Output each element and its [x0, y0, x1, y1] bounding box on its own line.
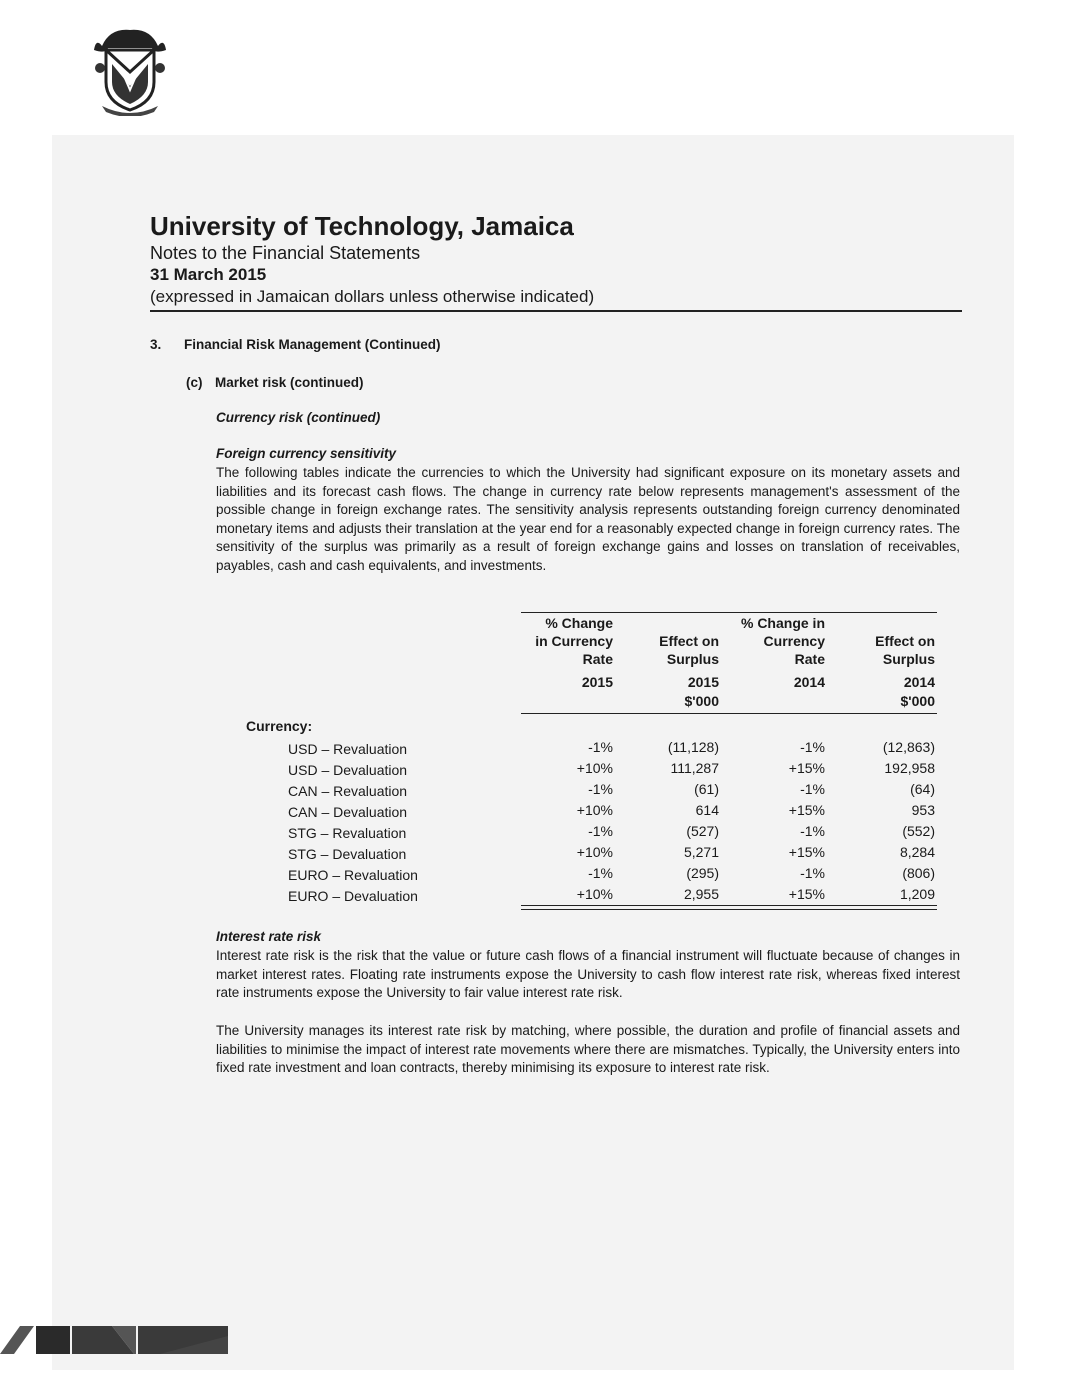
table-cell: +10% — [576, 802, 613, 818]
table-cell: -1% — [588, 739, 613, 755]
table-cell: -1% — [800, 739, 825, 755]
table-header-rule — [521, 713, 937, 714]
table-row-label: CAN – Devaluation — [288, 804, 408, 820]
section-title: Financial Risk Management (Continued) — [184, 337, 441, 352]
col4-header-unit: $'000 — [900, 693, 935, 709]
table-cell: (64) — [910, 781, 935, 797]
table-cell: 111,287 — [670, 760, 719, 776]
institution-name: University of Technology, Jamaica — [150, 211, 574, 241]
col1-header-line2: in Currency — [535, 633, 613, 649]
table-row-label: EURO – Revaluation — [288, 867, 418, 883]
col4-header-year: 2014 — [903, 674, 935, 690]
table-cell: +15% — [788, 844, 825, 860]
fcs-heading: Foreign currency sensitivity — [216, 446, 397, 461]
table-cell: (552) — [902, 823, 935, 839]
table-cell: 8,284 — [899, 844, 935, 860]
col3-header-line1: % Change in — [740, 615, 825, 631]
col1-header-year: 2015 — [581, 674, 613, 690]
subsection-heading — [186, 375, 364, 390]
table-bottom-rule-1 — [521, 905, 937, 906]
page-panel — [52, 135, 1014, 1370]
col3-header-year: 2014 — [793, 674, 825, 690]
currency-risk-heading: Currency risk (continued) — [216, 410, 381, 425]
table-row-label: USD – Revaluation — [288, 741, 408, 757]
col3-header-line3: Rate — [794, 651, 825, 667]
table-row-label: STG – Devaluation — [288, 846, 407, 862]
report-date: 31 March 2015 — [150, 265, 267, 284]
table-cell: +15% — [788, 802, 825, 818]
col2-header-line2: Effect on — [659, 633, 719, 649]
table-cell: +15% — [788, 886, 825, 902]
table-cell: -1% — [588, 781, 613, 797]
col1-header-line3: Rate — [582, 651, 613, 667]
table-cell: (806) — [902, 865, 935, 881]
table-cell: 2,955 — [683, 886, 719, 902]
col2-header-unit: $'000 — [684, 693, 719, 709]
interest-paragraph-2: The University manages its interest rate risk by matching, where possible, the duration and profile of financial assets and liabilities to minimise the impact of interest rate movements where there are mismatches. Typically, the University enters into fixed rate investment and loan contracts, thereby minimising its exposure to interest rate risk. — [216, 1023, 960, 1075]
table-cell: 953 — [911, 802, 935, 818]
currency-group-label: Currency: — [246, 718, 313, 734]
interest-rate-heading: Interest rate risk — [216, 929, 322, 944]
subsection-label: (c) — [186, 375, 203, 390]
table-cell: +10% — [576, 886, 613, 902]
col1-header-line1: % Change — [545, 615, 613, 631]
table-cell: -1% — [588, 865, 613, 881]
col4-header-line2: Effect on — [875, 633, 935, 649]
table-cell: (61) — [694, 781, 719, 797]
table-cell: -1% — [800, 865, 825, 881]
col2-header-year: 2015 — [687, 674, 719, 690]
table-cell: +15% — [788, 760, 825, 776]
currency-note: (expressed in Jamaican dollars unless otherwise indicated) — [150, 287, 595, 306]
subsection-title: Market risk (continued) — [215, 375, 364, 390]
interest-paragraph-1: Interest rate risk is the risk that the value or future cash flows of a financial instrument will fluctuate because of changes in market interest rates. Floating rate instruments expose the University to cash flow interest rate risk, whereas fixed interest rate instruments expose the University to fair value interest rate risk. — [216, 948, 960, 1000]
col3-header-line2: Currency — [763, 633, 825, 649]
report-header — [150, 210, 962, 312]
col4-header-line3: Surplus — [882, 651, 935, 667]
report-subtitle: Notes to the Financial Statements — [150, 243, 421, 263]
table-cell: (527) — [686, 823, 719, 839]
table-cell: +10% — [576, 844, 613, 860]
header-rule — [150, 310, 962, 312]
table-cell: 614 — [695, 802, 719, 818]
table-row-label: EURO – Devaluation — [288, 888, 418, 904]
footer-decoration — [0, 1326, 230, 1354]
table-cell: +10% — [576, 760, 613, 776]
table-row-label: STG – Revaluation — [288, 825, 407, 841]
table-top-rule — [521, 612, 937, 613]
university-crest-logo — [92, 24, 168, 116]
table-row-label: CAN – Revaluation — [288, 783, 408, 799]
table-cell: (11,128) — [667, 739, 719, 755]
section-heading — [150, 337, 441, 352]
table-cell: (12,863) — [882, 739, 935, 755]
table-cell: 5,271 — [683, 844, 719, 860]
table-cell: -1% — [800, 823, 825, 839]
table-cell: 192,958 — [884, 760, 935, 776]
section-number: 3. — [150, 337, 162, 352]
table-cell: (295) — [686, 865, 719, 881]
table-cell: -1% — [588, 823, 613, 839]
table-cell: -1% — [800, 781, 825, 797]
table-bottom-rule-2 — [521, 909, 937, 910]
fcs-paragraph: The following tables indicate the currencies to which the University had significant exposure on its monetary assets and liabilities and its forecast cash flows. The change in currency rate below represents management's assessment of the possible change in foreign exchange rates. The sensitivity analysis represents outstanding foreign currency denominated monetary items and adjusts their translation at the year end for a reasonably expected change in foreign currency rates. The sensitivity of the surplus was primarily as a result of foreign exchange gains and losses on translation of receivables, payables, cash and cash equivalents, and investments. — [216, 465, 960, 573]
table-row-label: USD – Devaluation — [288, 762, 408, 778]
col2-header-line3: Surplus — [666, 651, 719, 667]
table-cell: 1,209 — [899, 886, 935, 902]
